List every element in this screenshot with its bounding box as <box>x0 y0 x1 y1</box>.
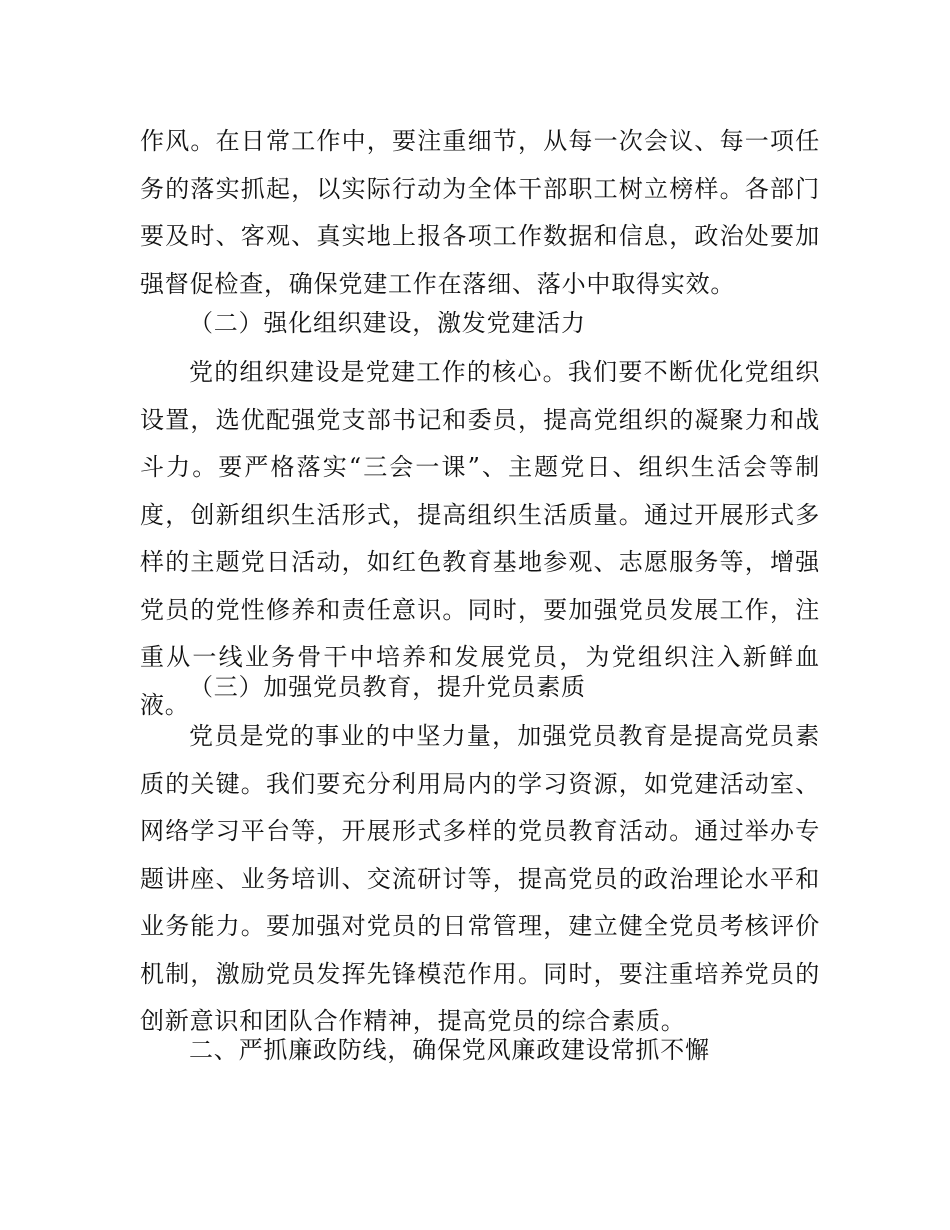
paragraph-member-education: 党员是党的事业的中坚力量，加强党员教育是提高党员素质的关键。我们要充分利用局内的学习资源，如党建活动室、网络学习平台等，开展形式多样的党员教育活动。通过举办专题讲座、业务培训、交流研讨等，提高党员的政治理论水平和业务能力。要加强对党员的日常管理，建立健全党员考核评价机制，激励党员发挥先锋模范作用。同时，要注重培养党员的创新意识和团队合作精神，提高党员的综合素质。 <box>140 722 820 1035</box>
paragraph-organization-building: 党的组织建设是党建工作的核心。我们要不断优化党组织设置，选优配强党支部书记和委员，提高党组织的凝聚力和战斗力。要严格落实“三会一课”、主题党日、组织生活会等制度，创新组织生活形式，提高组织生活质量。通过开展形式多样的主题党日活动，如红色教育基地参观、志愿服务等，增强党员的党性修养和责任意识。同时，要加强党员发展工作，注重从一线业务骨干中培养和发展党员，为党组织注入新鲜血液。 <box>140 358 820 719</box>
section-heading-organization: （二）强化组织建设，激发党建活力 <box>189 309 586 337</box>
section-heading-integrity: 二、严抓廉政防线，确保党风廉政建设常抓不懈 <box>189 1036 710 1064</box>
paragraph-work-style: 作风。在日常工作中，要注重细节，从每一次会议、每一项任务的落实抓起，以实际行动为全体干部职工树立榜样。各部门要及时、客观、真实地上报各项工作数据和信息，政治处要加强督促检查，确保党建工作在落细、落小中取得实效。 <box>140 127 820 298</box>
section-heading-education: （三）加强党员教育，提升党员素质 <box>189 673 586 701</box>
